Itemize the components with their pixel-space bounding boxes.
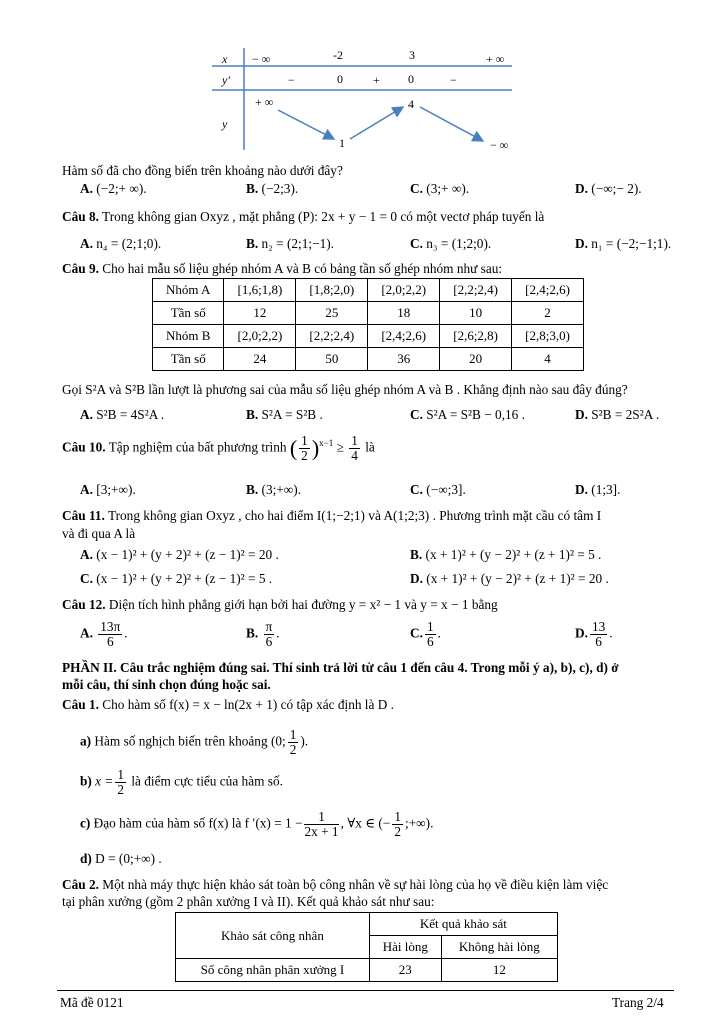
- vt-sign-2: +: [373, 73, 380, 87]
- vt-sign-4: −: [450, 73, 457, 87]
- footer-rule: [57, 990, 674, 991]
- p2q2-question-cont: tại phân xưởng (gồm 2 phân xưởng I và II). Kết quả khảo sát như sau:: [62, 894, 435, 909]
- table-row: Hài lòng Không hài lòng: [176, 936, 558, 959]
- p2q2-question: Câu 2. Một nhà máy thực hiện khảo sát toàn bộ công nhân về sự hài lòng của họ về điều kiện làm việc: [62, 877, 609, 892]
- q8-option-d: D. n₁ = (−2;−1;1).: [575, 236, 672, 251]
- vt-y-1: 1: [339, 136, 345, 150]
- q11-question: Câu 11. Trong không gian Oxyz , cho hai điểm I(1;−2;1) và A(1;2;3) . Phương trình mặt cầu có tâm I: [62, 508, 602, 523]
- vt-sign-0: −: [288, 73, 295, 87]
- q12-option-a: A. $\frac{13\pi}{6}$ .: [80, 619, 128, 649]
- q7-text: Hàm số đã cho đồng biến trên khoảng nào dưới đây?: [62, 163, 343, 178]
- q9-option-d: D. S²B = 2S²A .: [575, 407, 660, 422]
- q9-option-b: B. S²A = S²B .: [246, 407, 323, 422]
- q11-question-cont: và đi qua A là: [62, 526, 136, 541]
- q8-question: Câu 8. Trong không gian Oxyz , mặt phẳng (P): 2x + y − 1 = 0 có một vectơ pháp tuyến là: [62, 209, 545, 224]
- vt-arrow-up: [350, 107, 403, 139]
- q10-option-d: D. (1;3].: [575, 482, 621, 497]
- q10-option-c: C. (−∞;3].: [410, 482, 466, 497]
- footer-exam-code: Mã đề 0121: [60, 995, 124, 1010]
- p2q1-item-c: c) Đạo hàm của hàm số f(x) là f ′(x) = 1 − $\frac{1}{2x + 1}$ , ∀x ∈ (− $\frac{1}{2}$ ;+∞).: [80, 809, 434, 839]
- part2-heading: PHẦN II. Câu trắc nghiệm đúng sai. Thí sinh trả lời từ câu 1 đến câu 4. Trong mỗi ý a), b), c), d) ở: [62, 660, 619, 675]
- vt-y-3: − ∞: [490, 138, 509, 152]
- q10-option-b: B. (3;+∞).: [246, 482, 302, 497]
- p2q1-item-d: d) D = (0;+∞) .: [80, 851, 162, 866]
- table-row: Khảo sát công nhân Kết quả khảo sát: [176, 913, 558, 936]
- table-row: Nhóm A [1,6;1,8) [1,8;2,0) [2,0;2,2) [2,2;2,4) [2,4;2,6): [153, 279, 584, 302]
- footer-page-number: Trang 2/4: [612, 995, 664, 1010]
- q11-option-b: B. (x + 1)² + (y − 2)² + (z + 1)² = 5 .: [410, 547, 602, 562]
- q12-option-d: D. $\frac{13}{6}$ .: [575, 619, 613, 649]
- p2q1-item-a: a) Hàm số nghịch biến trên khoảng (0; $\frac{1}{2}$ ).: [80, 727, 309, 757]
- q7-option-b: B. (−2;3).: [246, 181, 299, 196]
- q11-option-c: C. (x − 1)² + (y + 2)² + (z − 1)² = 5 .: [80, 571, 273, 586]
- vt-sign-3: 0: [408, 72, 414, 86]
- q12-option-b: B. $\frac{\pi}{6}$ .: [246, 619, 280, 649]
- vt-yprime-label: y′: [222, 73, 230, 87]
- q8-option-a: A. n₄ = (2;1;0).: [80, 236, 162, 251]
- table-row: Tần số 24 50 36 20 4: [153, 348, 584, 371]
- q10-question: Câu 10. Tập nghiệm của bất phương trình ( $\frac{1}{2}$ )$^{x-1}$ ≥ $\frac{1}{4}$ là: [62, 433, 375, 463]
- table-row: Số công nhân phân xưởng I 23 12: [176, 959, 558, 982]
- table-row: Tần số 12 25 18 10 2: [153, 302, 584, 325]
- q8-option-b: B. n₂ = (2;1;−1).: [246, 236, 334, 251]
- q12-option-c: C. $\frac{1}{6}$ .: [410, 619, 441, 649]
- q9-option-c: C. S²A = S²B − 0,16 .: [410, 407, 525, 422]
- table-row: Nhóm B [2,0;2,2) [2,2;2,4) [2,4;2,6) [2,6;2,8) [2,8;3,0): [153, 325, 584, 348]
- q9-after-text: Gọi S²A và S²B lần lượt là phương sai của mẫu số liệu ghép nhóm A và B . Khẳng định nào sau đây đúng?: [62, 382, 628, 397]
- q12-question: Câu 12. Diện tích hình phẳng giới hạn bởi hai đường y = x² − 1 và y = x − 1 bằng: [62, 597, 498, 612]
- vt-x-0: − ∞: [252, 52, 271, 66]
- variation-table: [200, 40, 520, 155]
- vt-y-label: y: [222, 117, 228, 131]
- q11-option-d: D. (x + 1)² + (y − 2)² + (z + 1)² = 20 .: [410, 571, 609, 586]
- p2q1-question: Câu 1. Cho hàm số f(x) = x − ln(2x + 1) có tập xác định là D .: [62, 697, 394, 712]
- q10-option-a: A. [3;+∞).: [80, 482, 136, 497]
- p2q2-survey-table: [175, 912, 558, 982]
- vt-x-1: -2: [333, 48, 343, 62]
- vt-sign-1: 0: [337, 72, 343, 86]
- q8-option-c: C. n₃ = (1;2;0).: [410, 236, 492, 251]
- vt-x-2: 3: [409, 48, 415, 62]
- q9-option-a: A. S²B = 4S²A .: [80, 407, 165, 422]
- q7-option-a: A. (−2;+ ∞).: [80, 181, 147, 196]
- vt-y-2: 4: [408, 97, 414, 111]
- q9-frequency-table: [152, 278, 584, 371]
- vt-arrow-down-1: [278, 110, 334, 139]
- q7-option-c: C. (3;+ ∞).: [410, 181, 470, 196]
- vt-x-label: x: [222, 52, 228, 66]
- q7-option-d: D. (−∞;− 2).: [575, 181, 642, 196]
- vt-x-3: + ∞: [486, 52, 505, 66]
- p2q1-item-b: b) x = $\frac{1}{2}$ là điểm cực tiểu của hàm số.: [80, 767, 283, 797]
- q9-question: Câu 9. Cho hai mẫu số liệu ghép nhóm A và B có bảng tần số ghép nhóm như sau:: [62, 261, 503, 276]
- part2-heading-cont: mỗi câu, thí sinh chọn đúng hoặc sai.: [62, 677, 271, 692]
- q11-option-a: A. (x − 1)² + (y + 2)² + (z − 1)² = 20 .: [80, 547, 279, 562]
- vt-arrow-down-2: [420, 107, 483, 141]
- vt-y-0: + ∞: [255, 95, 274, 109]
